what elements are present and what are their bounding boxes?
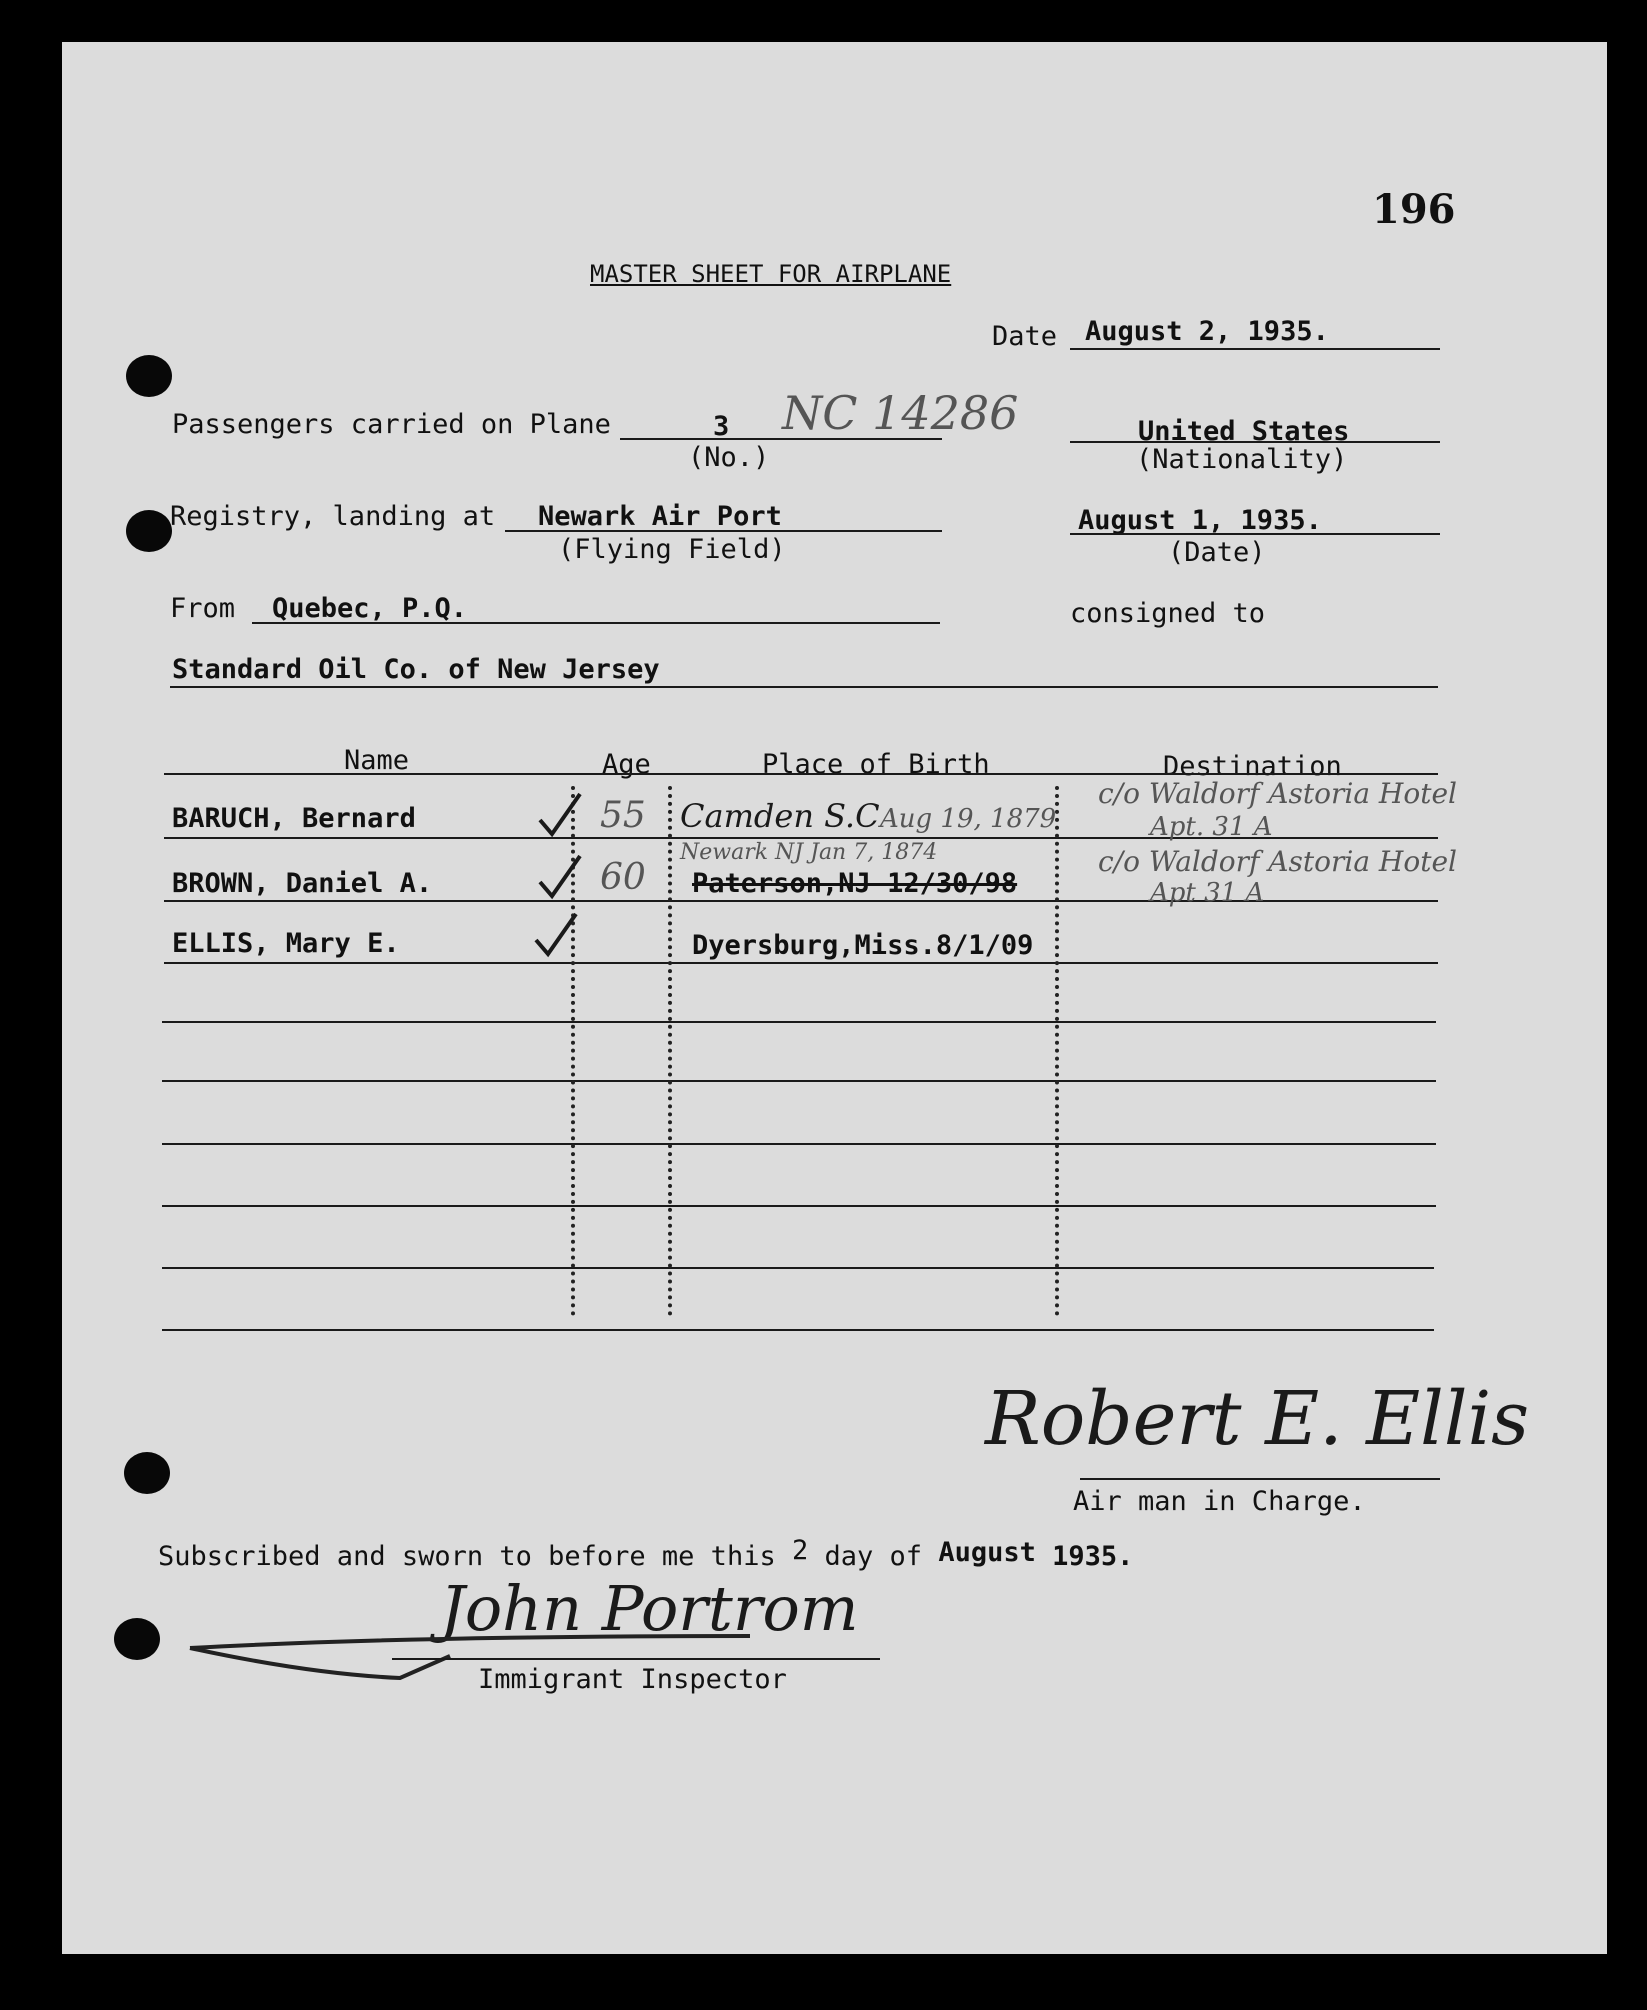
nationality-label: (Nationality) xyxy=(1136,444,1348,475)
nationality-underline xyxy=(1070,441,1440,443)
table-rule xyxy=(162,1267,1434,1269)
passenger-name: BROWN, Daniel A. xyxy=(172,868,433,899)
passenger-name: BARUCH, Bernard xyxy=(172,803,416,834)
passenger-name: ELLIS, Mary E. xyxy=(172,928,400,959)
checkmark-icon xyxy=(538,790,598,850)
sworn-prefix: Subscribed and sworn to before me this xyxy=(158,1541,776,1572)
from-label: From xyxy=(170,593,236,624)
table-rule xyxy=(162,1021,1436,1023)
landing-date-underline xyxy=(1070,533,1440,535)
sworn-year: 1935. xyxy=(1052,1541,1134,1572)
punch-hole xyxy=(126,510,172,552)
date-label: Date xyxy=(992,321,1058,352)
no-label: (No.) xyxy=(688,442,770,473)
destination-line-2: Apt. 31 A xyxy=(1150,812,1273,842)
plane-number: NC 14286 xyxy=(782,386,1019,440)
date-value: August 2, 1935. xyxy=(1085,316,1329,347)
punch-hole xyxy=(114,1618,160,1660)
landing-date: August 1, 1935. xyxy=(1078,505,1322,536)
passenger-age: 60 xyxy=(600,857,646,898)
passenger-count: 3 xyxy=(713,411,730,442)
header-birth: Place of Birth xyxy=(762,749,990,780)
destination-line-1: c/o Waldorf Astoria Hotel xyxy=(1098,777,1457,810)
checkmark-icon xyxy=(538,852,598,912)
birth-correction: Newark NJ Jan 7, 1874 xyxy=(680,840,938,865)
inspector-signature-line xyxy=(392,1658,880,1660)
page-number: 196 xyxy=(1372,186,1456,233)
airman-signature-line xyxy=(1080,1478,1440,1480)
table-rule xyxy=(164,773,1438,775)
checkmark-icon xyxy=(534,910,594,970)
sworn-day-of: day of xyxy=(824,1541,923,1572)
header-age: Age xyxy=(602,749,651,780)
landing-field: Newark Air Port xyxy=(538,501,782,532)
landing-field-underline xyxy=(505,530,942,532)
header-destination: Destination xyxy=(1163,751,1342,782)
airman-signature: Robert E. Ellis xyxy=(985,1376,1530,1462)
date-underline xyxy=(1070,348,1440,350)
column-separator xyxy=(668,786,672,1316)
sworn-month: August xyxy=(938,1537,1036,1568)
nationality-value: United States xyxy=(1138,416,1350,447)
birth-place: Dyersburg,Miss.8/1/09 xyxy=(692,930,1034,961)
destination-line-2: Apt 31 A xyxy=(1150,878,1265,908)
punch-hole xyxy=(124,1452,170,1494)
consigned-label: consigned to xyxy=(1070,598,1266,629)
birth-struck: Paterson,NJ 12/30/98 xyxy=(692,868,1018,899)
sworn-day: 2 xyxy=(791,1535,809,1566)
table-rule xyxy=(162,1329,1434,1331)
inspector-signature: John Portrom xyxy=(440,1572,859,1645)
from-underline xyxy=(252,622,940,624)
flying-field-label: (Flying Field) xyxy=(558,534,786,565)
table-rule xyxy=(162,1205,1436,1207)
plane-underline xyxy=(620,438,942,440)
destination-line-1: c/o Waldorf Astoria Hotel xyxy=(1098,845,1457,878)
table-rule xyxy=(162,1080,1436,1082)
from-value: Quebec, P.Q. xyxy=(272,593,468,624)
passengers-label: Passengers carried on Plane xyxy=(172,409,611,440)
birth-place: Camden S.C xyxy=(680,797,880,835)
passenger-age: 55 xyxy=(600,795,646,836)
consignee-underline xyxy=(170,686,1438,688)
registry-label: Registry, landing at xyxy=(170,501,496,532)
punch-hole xyxy=(126,355,172,397)
table-rule xyxy=(162,1143,1436,1145)
consignee-value: Standard Oil Co. of New Jersey xyxy=(172,654,660,685)
header-name: Name xyxy=(344,745,410,776)
airman-label: Air man in Charge. xyxy=(1073,1486,1366,1517)
inspector-label: Immigrant Inspector xyxy=(478,1664,787,1695)
table-rule xyxy=(164,962,1438,964)
landing-date-label: (Date) xyxy=(1168,537,1266,568)
document-title: MASTER SHEET FOR AIRPLANE xyxy=(590,260,952,288)
birth-date: Aug 19, 1879 xyxy=(880,804,1057,834)
column-separator xyxy=(1055,786,1059,1316)
sworn-statement xyxy=(158,1535,1134,1572)
